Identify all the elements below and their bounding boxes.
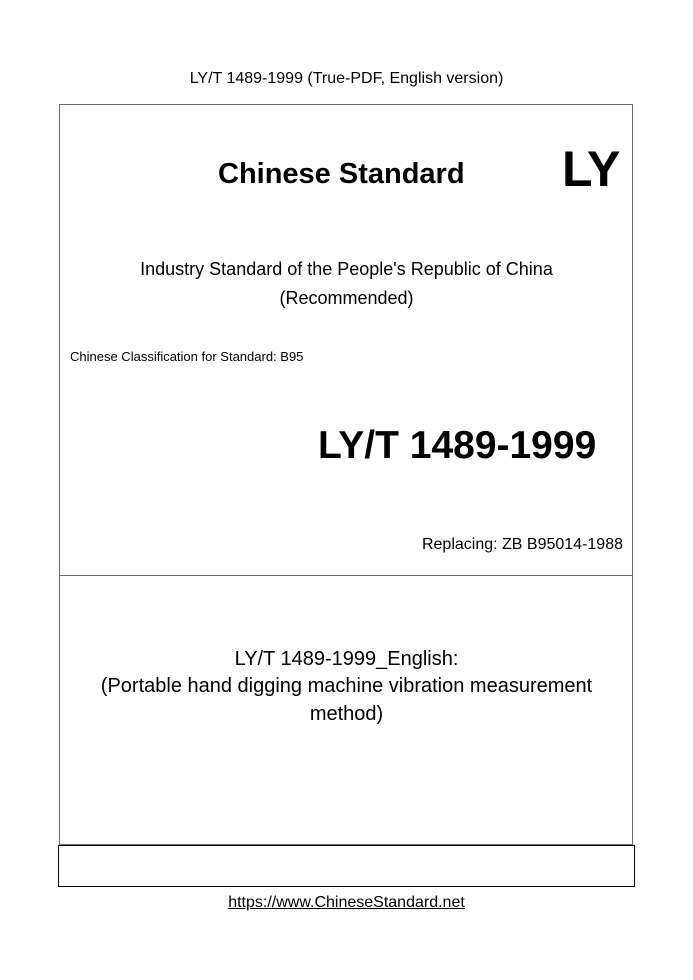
brand-code: LY xyxy=(562,141,620,197)
classification-label: Chinese Classification for Standard: B95 xyxy=(70,349,304,364)
page-header: LY/T 1489-1999 (True-PDF, English version) xyxy=(189,70,504,87)
cover-frame xyxy=(59,104,633,845)
footer-box xyxy=(58,845,635,887)
website-link[interactable]: https://www.ChineseStandard.net xyxy=(228,894,465,911)
replacing-label: Replacing: ZB B95014-1988 xyxy=(421,536,623,553)
doc-title-line-1: LY/T 1489-1999_English: xyxy=(234,648,459,670)
section-divider xyxy=(59,575,633,576)
standard-number: LY/T 1489-1999 xyxy=(318,424,597,467)
doc-title-line-2: (Portable hand digging machine vibration measurement xyxy=(100,675,593,697)
industry-line-2: (Recommended) xyxy=(279,288,414,308)
industry-line-1: Industry Standard of the People's Republic of China xyxy=(140,259,553,279)
brand-title: Chinese Standard xyxy=(218,158,465,190)
website-link-row xyxy=(0,894,693,912)
doc-title-line-3: method) xyxy=(309,703,384,725)
